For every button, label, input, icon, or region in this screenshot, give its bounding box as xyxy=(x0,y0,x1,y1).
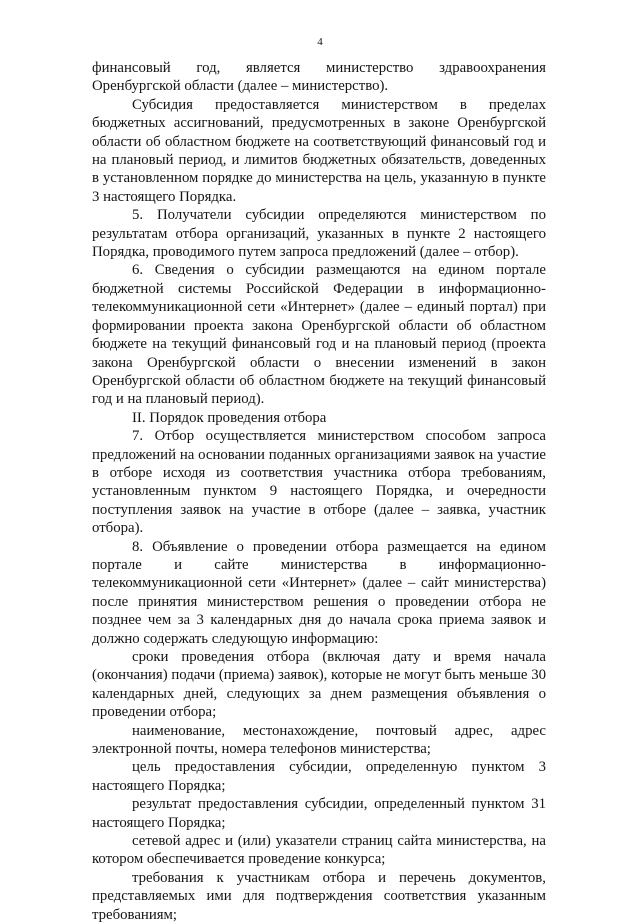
paragraph-item-8: 8. Объявление о проведении отбора размещается на едином портале и сайте министерства в информационно-телекоммуникационной сети «Интернет» (далее – сайт министерства) после принятия министерством решения о проведении отбора не позднее чем за 3 календарных дня до начала срока приема заявок и должно содержать следующую информацию: xyxy=(92,538,546,647)
paragraph-list-item: сетевой адрес и (или) указатели страниц сайта министерства, на котором обеспечивается проведение конкурса; xyxy=(92,833,546,868)
paragraph-list-item: требования к участникам отбора и перечень документов, представляемых ими для подтверждения соответствия указанным требованиям; xyxy=(92,869,546,923)
page-number: 4 xyxy=(317,36,323,48)
paragraph-continuation: финансовый год, является министерство здравоохранения Оренбургской области (далее – министерство). xyxy=(92,60,546,95)
paragraph-list-item: цель предоставления субсидии, определенную пунктом 3 настоящего Порядка; xyxy=(92,759,546,794)
paragraph-item-5: 5. Получатели субсидии определяются министерством по результатам отбора организаций, указанных в пункте 2 настоящего Порядка, проводимого путем запроса предложений (далее – отбор). xyxy=(92,207,546,261)
paragraph-list-item: сроки проведения отбора (включая дату и время начала (окончания) подачи (приема) заявок), которые не могут быть меньше 30 календарных дней, следующих за днем размещения объявления о проведении отбора; xyxy=(92,649,546,721)
paragraph-subsidy-provision: Субсидия предоставляется министерством в пределах бюджетных ассигнований, предусмотренных в законе Оренбургской области об областном бюджете на соответствующий финансовый год и на плановый период, и лимитов бюджетных обязательств, доведенных в установленном порядке до министерства на цель, указанную в пункте 3 настоящего Порядка. xyxy=(92,96,546,205)
paragraph-item-7: 7. Отбор осуществляется министерством способом запроса предложений на основании поданных организациями заявок на участие в отборе исходя из соответствия участника отбора требованиям, установленным пунктом 9 настоящего Порядка, и очередности поступления заявок на участие в отборе (далее – заявка, участник отбора). xyxy=(92,428,546,537)
paragraph-list-item: результат предоставления субсидии, определенный пунктом 31 настоящего Порядка; xyxy=(92,796,546,831)
section-heading: II. Порядок проведения отбора xyxy=(132,409,327,426)
paragraph-list-item: наименование, местонахождение, почтовый адрес, адрес электронной почты, номера телефонов министерства; xyxy=(92,722,546,758)
paragraph-item-6: 6. Сведения о субсидии размещаются на едином портале бюджетной системы Российской Федерации в информационно-телекоммуникационной сети «Интернет» (далее – единый портал) при формировании проекта закона Оренбургской области об областном бюджете на текущий финансовый год и на плановый период (проекта закона Оренбургской области о внесении изменений в закон Оренбургской области об областном бюджете на текущий финансовый год и на плановый период). xyxy=(92,262,546,408)
document-body xyxy=(92,59,546,924)
